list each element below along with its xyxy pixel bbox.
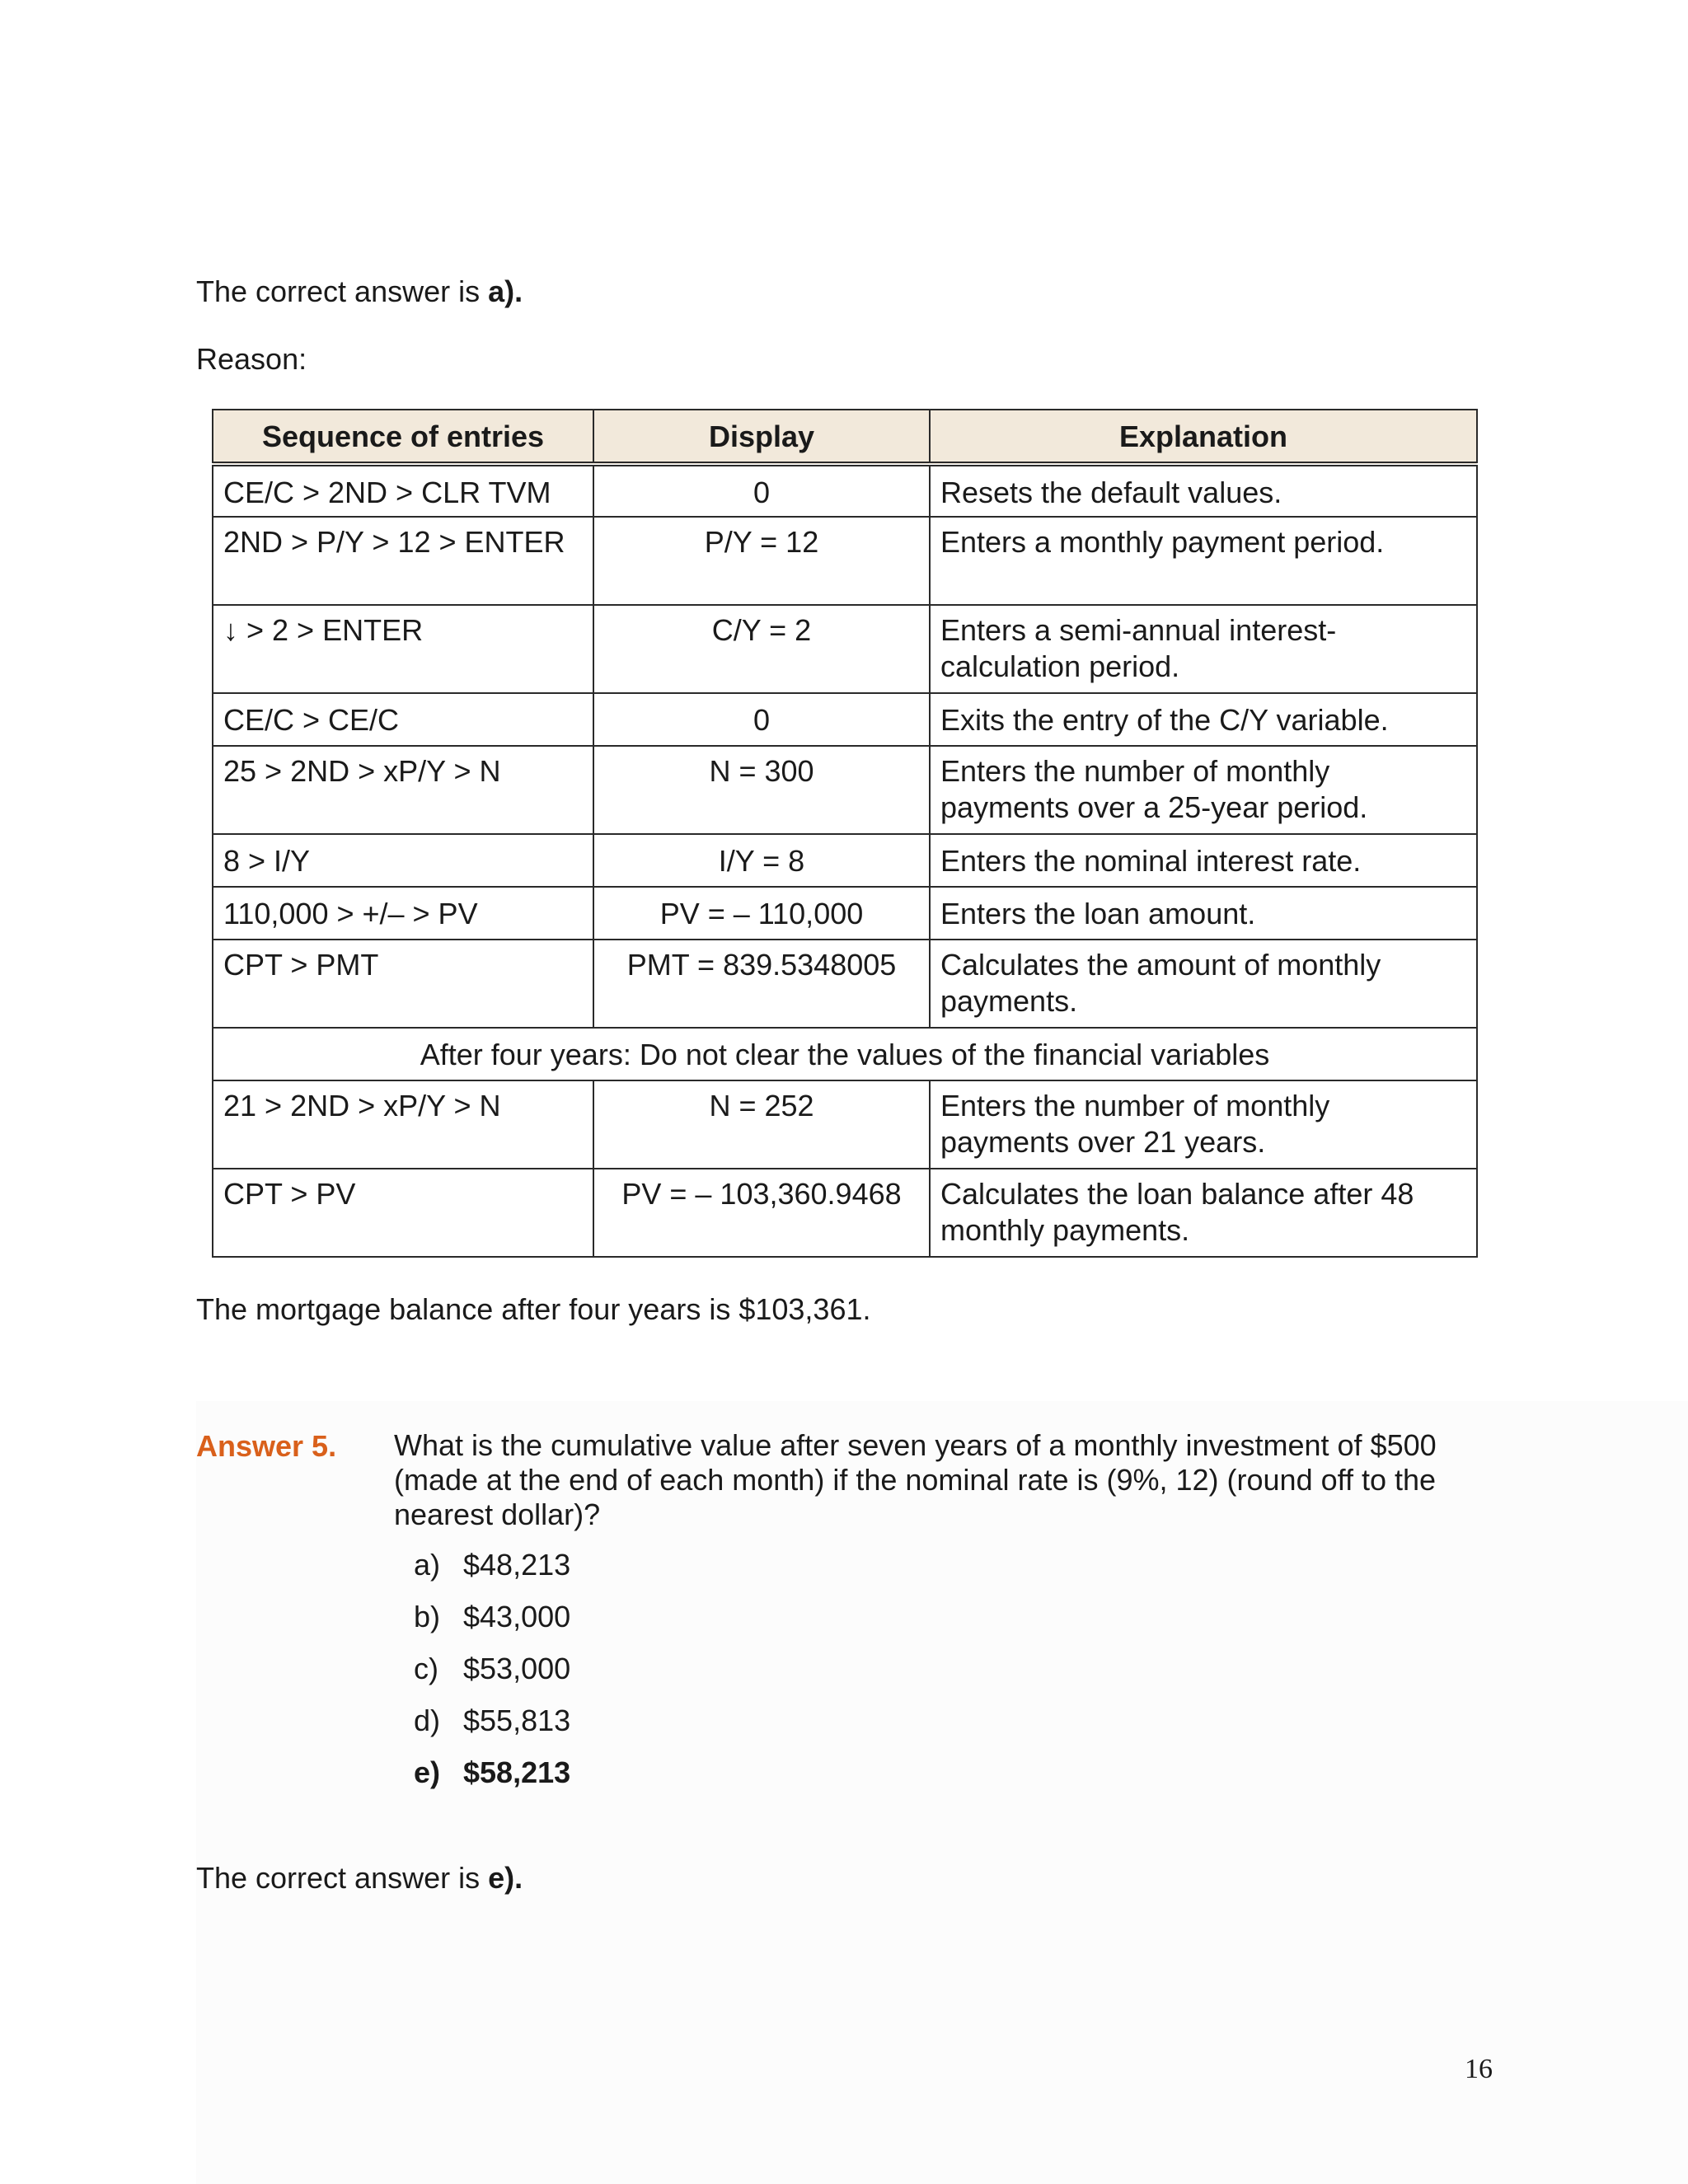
table-header-row <box>213 410 1477 464</box>
entry-cell: ↓ > 2 > ENTER <box>213 605 593 693</box>
option-value: $58,213 <box>463 1755 571 1789</box>
option-letter: b) <box>414 1600 441 1633</box>
table-row <box>213 464 1477 517</box>
entry-cell: CPT > PV <box>213 1169 593 1257</box>
entry-cell: CPT > PMT <box>213 940 593 1028</box>
table-row <box>213 517 1477 605</box>
entry-cell: 2ND > P/Y > 12 > ENTER <box>213 517 593 605</box>
answer-options <box>414 1547 570 1807</box>
table-row <box>213 1169 1477 1257</box>
option-c <box>414 1651 570 1703</box>
header-sequence: Sequence of entries <box>213 410 593 464</box>
entry-cell: 21 > 2ND > xP/Y > N <box>213 1080 593 1169</box>
option-value: $48,213 <box>463 1548 571 1582</box>
explanation-cell: Resets the default values. <box>930 464 1477 517</box>
answer-label: Answer 5. <box>196 1429 337 1463</box>
table-row <box>213 887 1477 940</box>
table-row <box>213 746 1477 834</box>
entry-cell: CE/C > 2ND > CLR TVM <box>213 464 593 517</box>
option-value: $53,000 <box>463 1652 571 1685</box>
entry-cell: CE/C > CE/C <box>213 693 593 746</box>
option-letter: c) <box>414 1652 438 1685</box>
display-cell: C/Y = 2 <box>593 605 930 693</box>
display-cell: PV = – 103,360.9468 <box>593 1169 930 1257</box>
table-row <box>213 1080 1477 1169</box>
explanation-cell: Enters a monthly payment period. <box>930 517 1477 605</box>
display-cell: I/Y = 8 <box>593 834 930 887</box>
option-a <box>414 1547 570 1599</box>
table-row <box>213 834 1477 887</box>
correct-answer-prefix: The correct answer is <box>196 1861 489 1895</box>
page-number: 16 <box>1465 2054 1493 2084</box>
explanation-cell: Enters a semi-annual interest-calculation period. <box>930 605 1477 693</box>
table-note-row <box>213 1028 1477 1080</box>
table-note: After four years: Do not clear the values of the financial variables <box>213 1028 1477 1080</box>
question-text: What is the cumulative value after seven years of a monthly investment of $500 (made at the end of each month) if the nominal rate is (9%, 12) (round off to the nearest dollar)? <box>394 1428 1437 1531</box>
option-letter: a) <box>414 1548 441 1582</box>
display-cell: N = 300 <box>593 746 930 834</box>
explanation-cell: Enters the number of monthly payments over 21 years. <box>930 1080 1477 1169</box>
correct-answer-value: e). <box>488 1861 523 1895</box>
table-row <box>213 693 1477 746</box>
explanation-cell: Calculates the amount of monthly payments. <box>930 940 1477 1028</box>
correct-answer-prefix: The correct answer is <box>196 274 489 308</box>
entry-cell: 8 > I/Y <box>213 834 593 887</box>
correct-answer-line <box>196 274 523 310</box>
explanation-cell: Exits the entry of the C/Y variable. <box>930 693 1477 746</box>
table-row <box>213 605 1477 693</box>
option-d <box>414 1703 570 1755</box>
option-letter: e) <box>414 1755 441 1789</box>
explanation-cell: Enters the loan amount. <box>930 887 1477 940</box>
display-cell: PV = – 110,000 <box>593 887 930 940</box>
reason-label: Reason: <box>196 342 307 376</box>
mortgage-balance-text: The mortgage balance after four years is $103,361. <box>196 1292 871 1326</box>
explanation-cell: Calculates the loan balance after 48 monthly payments. <box>930 1169 1477 1257</box>
option-value: $55,813 <box>463 1704 571 1737</box>
option-b <box>414 1599 570 1651</box>
explanation-cell: Enters the number of monthly payments over a 25-year period. <box>930 746 1477 834</box>
table-row <box>213 940 1477 1028</box>
calculator-sequence-table <box>212 409 1478 1258</box>
option-letter: d) <box>414 1704 441 1737</box>
display-cell: N = 252 <box>593 1080 930 1169</box>
display-cell: 0 <box>593 693 930 746</box>
display-cell: PMT = 839.5348005 <box>593 940 930 1028</box>
correct-answer-value: a). <box>488 274 523 308</box>
option-value: $43,000 <box>463 1600 571 1633</box>
entry-cell: 110,000 > +/– > PV <box>213 887 593 940</box>
display-cell: P/Y = 12 <box>593 517 930 605</box>
explanation-cell: Enters the nominal interest rate. <box>930 834 1477 887</box>
correct-answer-line-2 <box>196 1860 523 1896</box>
entry-cell: 25 > 2ND > xP/Y > N <box>213 746 593 834</box>
option-e <box>414 1755 570 1807</box>
display-cell: 0 <box>593 464 930 517</box>
header-display: Display <box>593 410 930 464</box>
header-explanation: Explanation <box>930 410 1477 464</box>
